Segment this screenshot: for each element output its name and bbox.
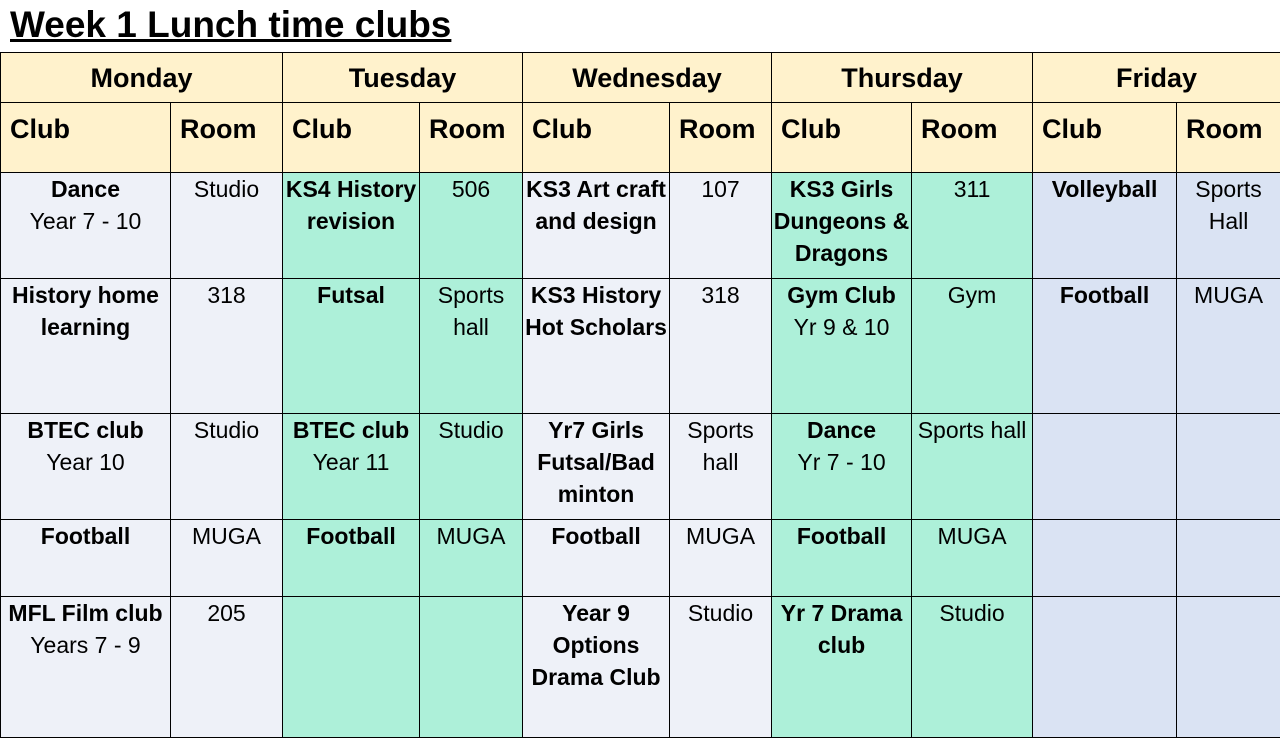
club-cell-wednesday	[523, 597, 670, 738]
club-name: Volleyball	[1033, 173, 1176, 205]
club-cell-wednesday	[523, 414, 670, 520]
room-cell-thursday: Gym	[912, 279, 1033, 414]
room-cell-monday: MUGA	[171, 520, 283, 597]
club-cell-thursday	[772, 414, 912, 520]
room-cell-friday: MUGA	[1177, 279, 1280, 414]
room-cell-wednesday: Sports hall	[670, 414, 772, 520]
club-name: Futsal	[283, 279, 419, 311]
club-name: MFL Film club	[1, 597, 170, 629]
club-cell-monday	[1, 279, 171, 414]
table-row	[1, 414, 1280, 520]
club-cell-thursday	[772, 597, 912, 738]
club-name: KS3 Art craft and design	[523, 173, 669, 237]
room-cell-thursday: 311	[912, 173, 1033, 279]
club-years: Yr 9 & 10	[772, 311, 911, 343]
room-cell-tuesday: Studio	[420, 414, 523, 520]
club-years: Years 7 - 9	[1, 629, 170, 661]
club-cell-thursday	[772, 173, 912, 279]
club-cell-wednesday	[523, 279, 670, 414]
page-title: Week 1 Lunch time clubs	[10, 2, 451, 48]
club-cell-tuesday	[283, 279, 420, 414]
day-header-row	[1, 53, 1280, 103]
room-cell-monday: 318	[171, 279, 283, 414]
club-name: KS3 History Hot Scholars	[523, 279, 669, 343]
club-name: History home learning	[1, 279, 170, 343]
room-cell-monday: Studio	[171, 414, 283, 520]
room-cell-friday	[1177, 414, 1280, 520]
club-name: Yr 7 Drama club	[772, 597, 911, 661]
room-cell-wednesday: MUGA	[670, 520, 772, 597]
day-header-friday: Friday	[1033, 53, 1280, 103]
room-cell-thursday: Sports hall	[912, 414, 1033, 520]
club-years: Yr 7 - 10	[772, 446, 911, 478]
table-row	[1, 520, 1280, 597]
table-row	[1, 173, 1280, 279]
club-name: BTEC club	[283, 414, 419, 446]
column-header-row	[1, 103, 1280, 173]
room-cell-tuesday	[420, 597, 523, 738]
room-cell-tuesday: MUGA	[420, 520, 523, 597]
club-years: Year 11	[283, 446, 419, 478]
club-name: Gym Club	[772, 279, 911, 311]
club-cell-friday	[1033, 279, 1177, 414]
room-cell-wednesday: Studio	[670, 597, 772, 738]
day-header-monday: Monday	[1, 53, 283, 103]
club-cell-monday	[1, 173, 171, 279]
room-cell-monday: Studio	[171, 173, 283, 279]
club-name: Football	[523, 520, 669, 552]
club-cell-friday	[1033, 173, 1177, 279]
room-cell-tuesday: Sports hall	[420, 279, 523, 414]
room-cell-wednesday: 318	[670, 279, 772, 414]
column-header-room: Room	[171, 103, 283, 173]
club-cell-wednesday	[523, 173, 670, 279]
club-years: Year 10	[1, 446, 170, 478]
table-row	[1, 279, 1280, 414]
club-cell-friday	[1033, 597, 1177, 738]
column-header-club: Club	[1, 103, 171, 173]
club-name: Football	[1, 520, 170, 552]
column-header-club: Club	[283, 103, 420, 173]
club-cell-thursday	[772, 520, 912, 597]
room-cell-tuesday: 506	[420, 173, 523, 279]
room-cell-friday	[1177, 520, 1280, 597]
club-name: Football	[772, 520, 911, 552]
column-header-room: Room	[1177, 103, 1280, 173]
column-header-room: Room	[912, 103, 1033, 173]
room-cell-wednesday: 107	[670, 173, 772, 279]
club-cell-friday	[1033, 520, 1177, 597]
club-name: Dance	[1, 173, 170, 205]
day-header-wednesday: Wednesday	[523, 53, 772, 103]
club-name: BTEC club	[1, 414, 170, 446]
club-cell-monday	[1, 597, 171, 738]
column-header-club: Club	[523, 103, 670, 173]
club-name: KS4 History revision	[283, 173, 419, 237]
table-row	[1, 597, 1280, 738]
club-cell-tuesday	[283, 414, 420, 520]
club-name: Football	[1033, 279, 1176, 311]
room-cell-friday	[1177, 597, 1280, 738]
club-cell-friday	[1033, 414, 1177, 520]
club-cell-tuesday	[283, 520, 420, 597]
room-cell-friday: Sports Hall	[1177, 173, 1280, 279]
club-name: Yr7 Girls Futsal/Bad minton	[523, 414, 669, 510]
day-header-thursday: Thursday	[772, 53, 1033, 103]
column-header-room: Room	[420, 103, 523, 173]
club-cell-tuesday	[283, 597, 420, 738]
club-cell-monday	[1, 414, 171, 520]
room-cell-thursday: Studio	[912, 597, 1033, 738]
day-header-tuesday: Tuesday	[283, 53, 523, 103]
column-header-club: Club	[772, 103, 912, 173]
room-cell-thursday: MUGA	[912, 520, 1033, 597]
clubs-timetable	[0, 52, 1280, 738]
club-name: Year 9 Options Drama Club	[523, 597, 669, 693]
club-cell-wednesday	[523, 520, 670, 597]
club-cell-monday	[1, 520, 171, 597]
column-header-room: Room	[670, 103, 772, 173]
club-cell-thursday	[772, 279, 912, 414]
club-name: Dance	[772, 414, 911, 446]
club-years: Year 7 - 10	[1, 205, 170, 237]
room-cell-monday: 205	[171, 597, 283, 738]
club-name: Football	[283, 520, 419, 552]
club-cell-tuesday	[283, 173, 420, 279]
club-name: KS3 Girls Dungeons & Dragons	[772, 173, 911, 269]
column-header-club: Club	[1033, 103, 1177, 173]
